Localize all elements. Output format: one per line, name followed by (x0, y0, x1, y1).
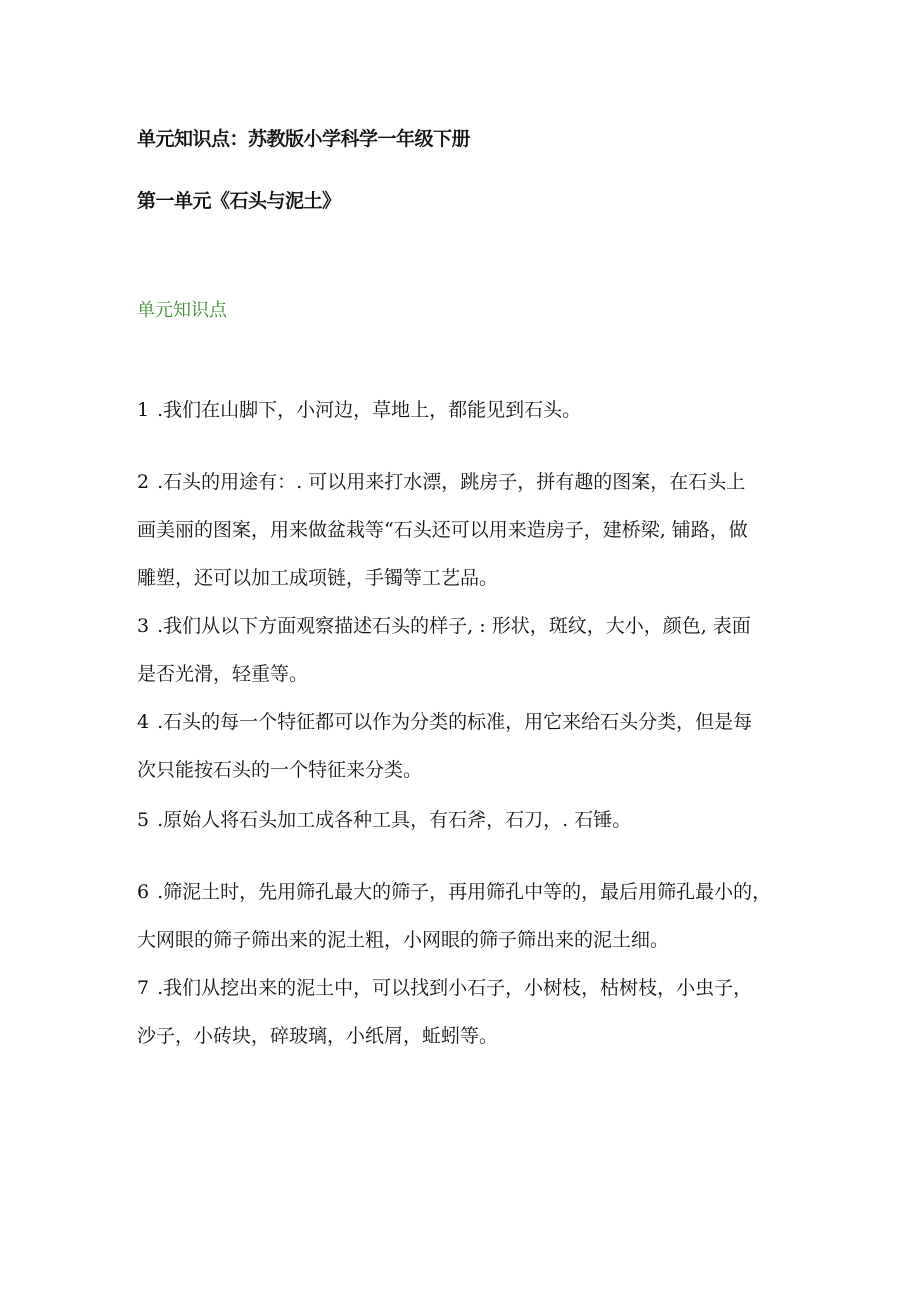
item-line (137, 650, 787, 698)
item-line (137, 506, 787, 554)
item-number: 6 (137, 881, 150, 903)
item-text: .原始人将石头加工成各种工具，有石斧，石刀，. 石锤。 (157, 809, 632, 831)
item-number: 4 (137, 711, 150, 733)
document-title: 单元知识点：苏教版小学科学一年级下册 (137, 128, 471, 150)
list-item (137, 698, 787, 794)
item-number: 7 (137, 977, 150, 999)
item-text: 大网眼的筛子筛出来的泥土粗，小网眼的筛子筛出来的泥土细。 (137, 929, 670, 951)
unit-title: 第一单元《石头与泥土》 (137, 190, 341, 212)
item-line (137, 868, 787, 916)
item-text: .石头的每一个特征都可以作为分类的标准，用它来给石头分类，但是每 (157, 711, 753, 733)
item-line (137, 916, 787, 964)
item-text: .我们在山脚下，小河边，草地上，都能见到石头。 (157, 399, 582, 421)
item-text: .筛泥土时，先用筛孔最大的筛子，再用筛孔中等的，最后用筛孔最小的， (157, 881, 772, 903)
item-line (137, 746, 787, 794)
item-number: 1 (137, 399, 150, 421)
item-number: 2 (137, 471, 150, 493)
item-line (137, 698, 787, 746)
item-text: .我们从挖出来的泥土中，可以找到小石子，小树枝，枯树枝，小虫子， (157, 977, 753, 999)
item-text: .石头的用途有：. 可以用来打水漂，跳房子，拼有趣的图案，在石头上 (157, 471, 746, 493)
item-text: .我们从以下方面观察描述石头的样子, : 形状，斑纹，大小，颜色, 表面 (157, 615, 751, 637)
item-line (137, 554, 787, 602)
item-line (137, 458, 787, 506)
list-item (137, 796, 787, 844)
list-item (137, 964, 787, 1060)
item-text: 次只能按石头的一个特征来分类。 (137, 759, 423, 781)
item-text: 是否光滑，轻重等。 (137, 663, 309, 685)
item-line (137, 796, 787, 844)
section-label: 单元知识点 (137, 300, 227, 321)
item-number: 3 (137, 615, 150, 637)
list-item (137, 386, 787, 434)
item-line (137, 964, 787, 1012)
list-item (137, 602, 787, 698)
item-line (137, 1012, 787, 1060)
item-text: 画美丽的图案，用来做盆栽等“石头还可以用来造房子，建桥梁, 铺路，做 (137, 519, 748, 541)
item-text: 雕塑，还可以加工成项链，手镯等工艺品。 (137, 567, 499, 589)
list-item (137, 868, 787, 964)
item-number: 5 (137, 809, 150, 831)
item-line (137, 602, 787, 650)
list-item (137, 458, 787, 602)
item-line (137, 386, 787, 434)
item-text: 沙子，小砖块，碎玻璃，小纸屑，蚯蚓等。 (137, 1025, 499, 1047)
